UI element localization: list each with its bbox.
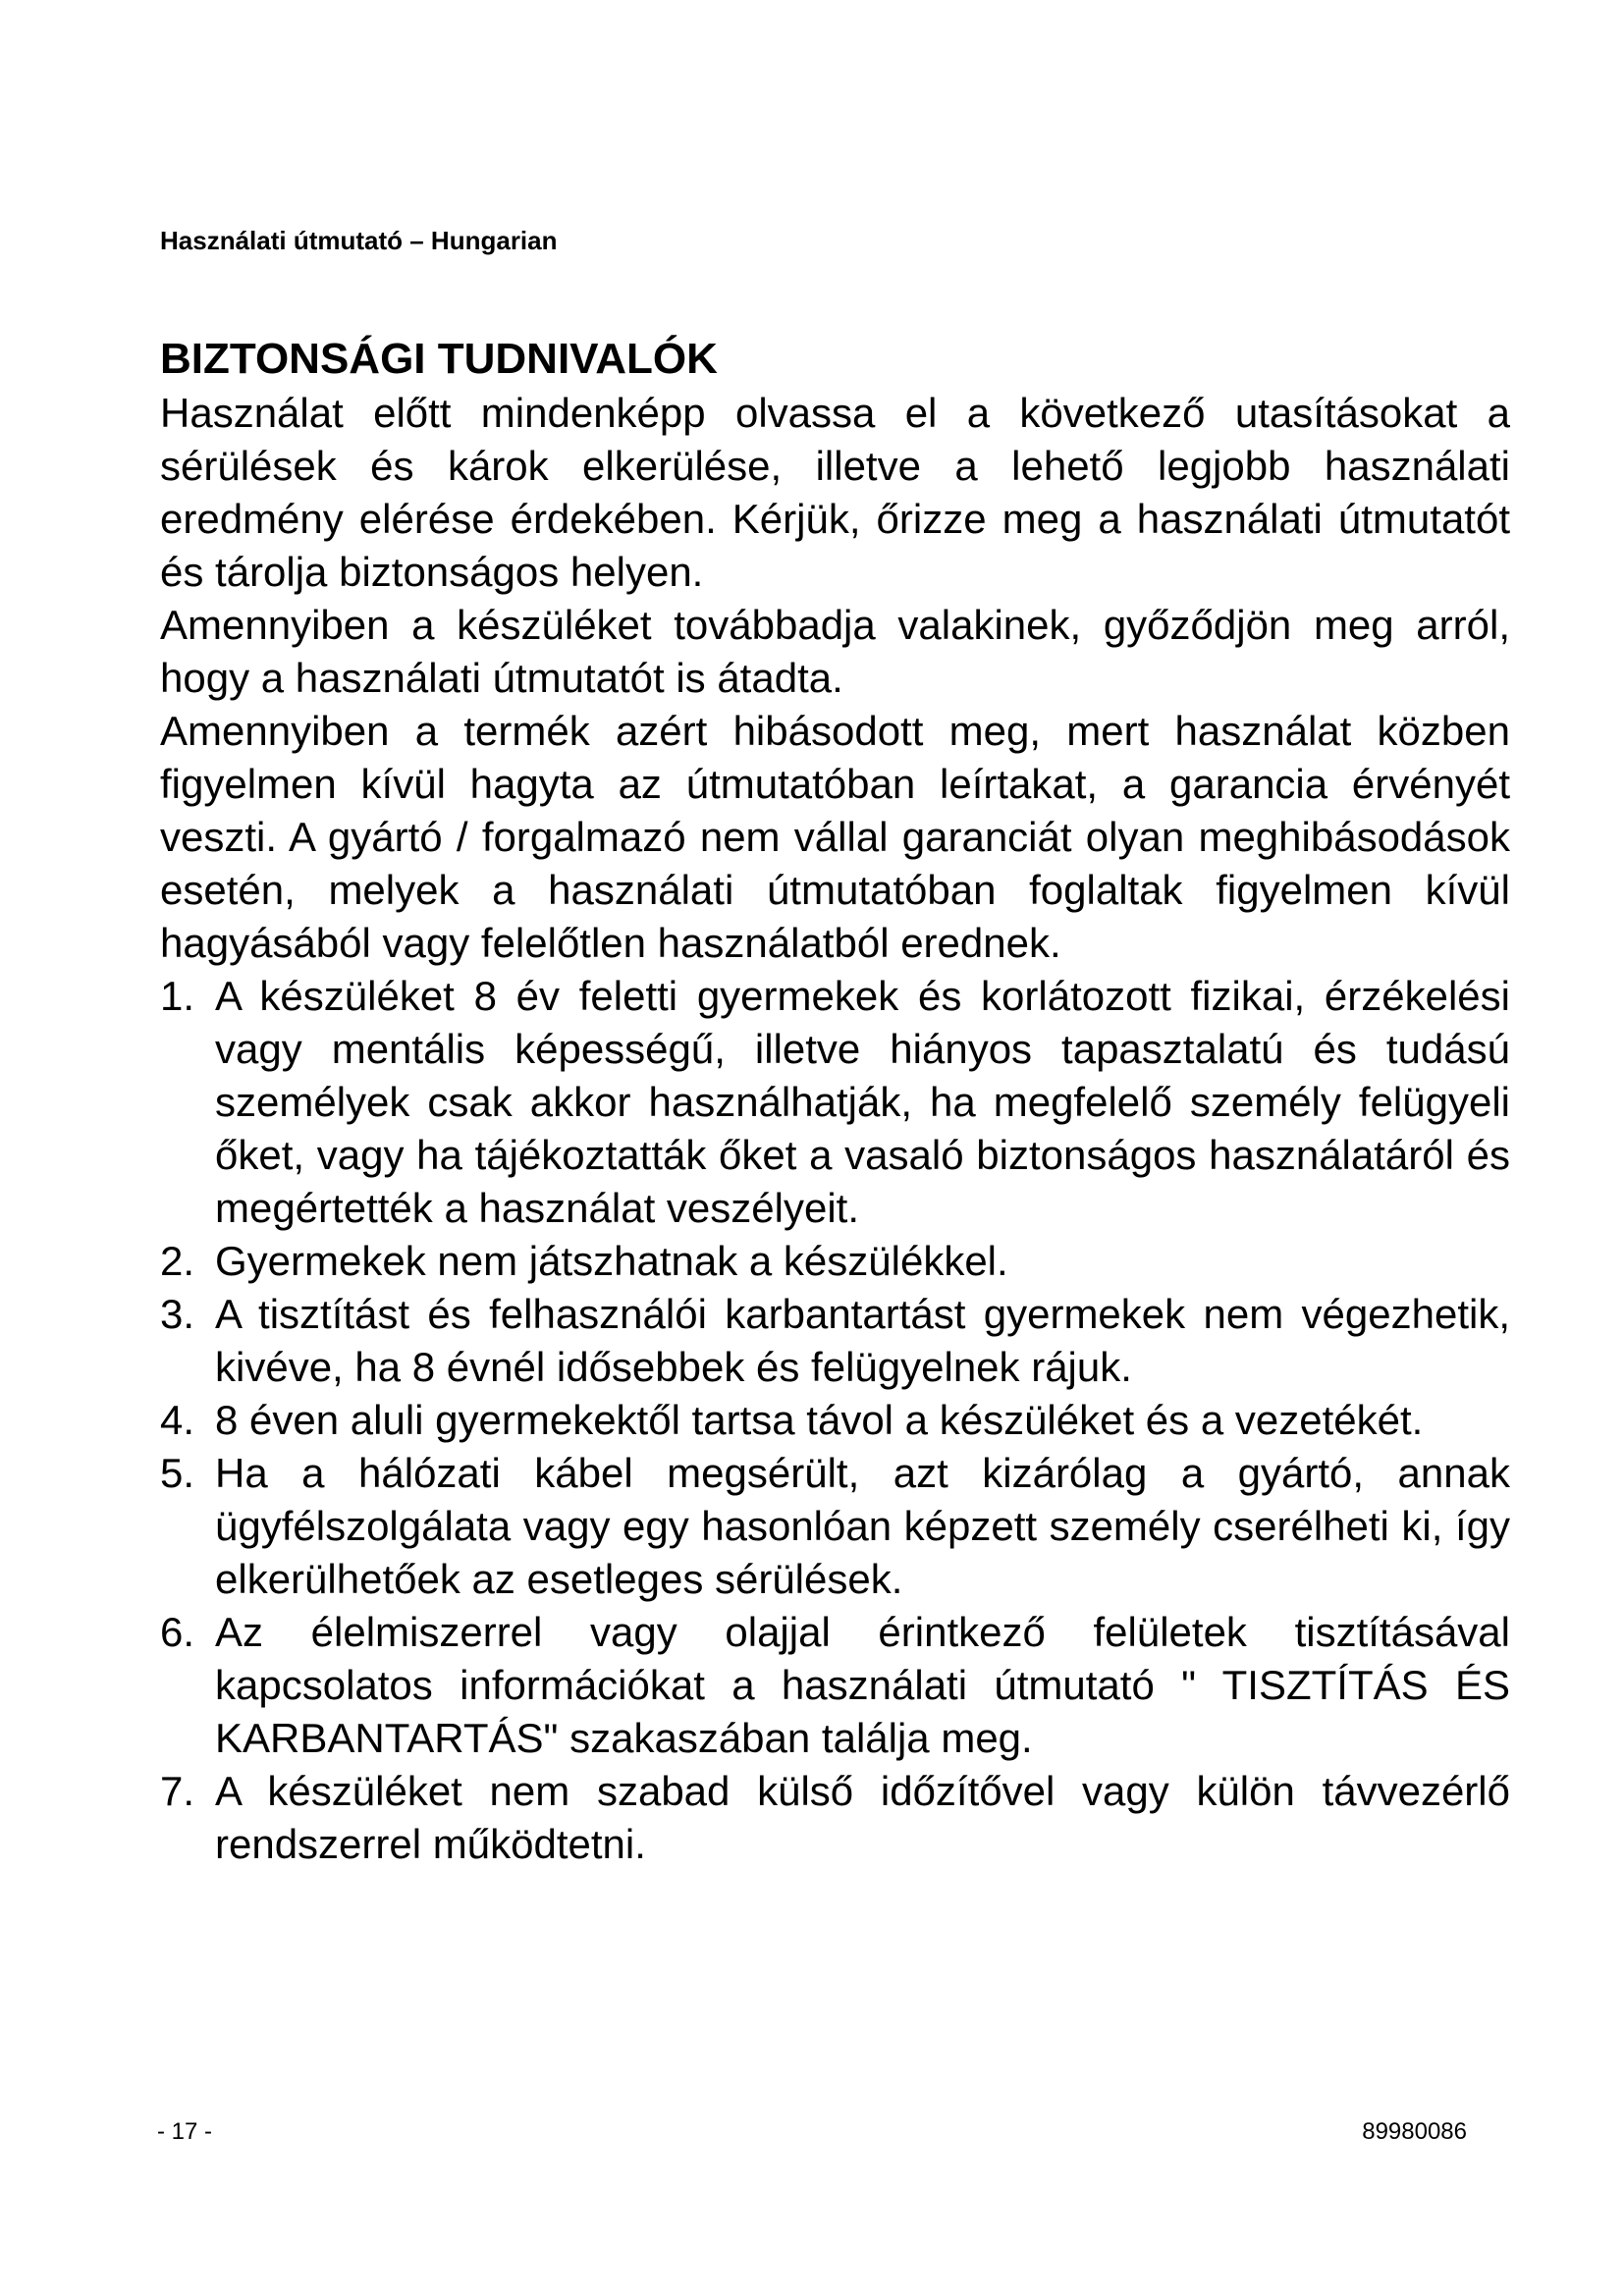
section-title: BIZTONSÁGI TUDNIVALÓK	[160, 335, 718, 383]
document-code: 89980086	[1362, 2118, 1467, 2145]
list-item	[160, 970, 1510, 1235]
list-item	[160, 1447, 1510, 1606]
list-item	[160, 1235, 1510, 1288]
list-item-text: Az élelmiszerrel vagy olajjal érintkező felületek tisztításával kapcsolatos információkat a használati útmutató " TISZTÍTÁS ÉS KARBANTARTÁS" szakaszában találja meg.	[215, 1609, 1510, 1761]
list-item	[160, 1606, 1510, 1765]
page-number: - 17 -	[157, 2118, 213, 2145]
list-item-number: 1.	[160, 973, 195, 1019]
list-item-number: 5.	[160, 1450, 195, 1496]
list-item-number: 6.	[160, 1609, 195, 1655]
list-item-number: 3.	[160, 1291, 195, 1337]
list-item-number: 7.	[160, 1768, 195, 1814]
safety-section	[160, 332, 1510, 1871]
list-item-number: 2.	[160, 1238, 195, 1284]
safety-list	[160, 970, 1510, 1871]
intro-paragraph: Használat előtt mindenképp olvassa el a következő utasításokat a sérülések és károk elkerülése, illetve a lehető legjobb használati eredmény elérése érdekében. Kérjük, őrizze meg a használati útmutatót és tárolja biztonságos helyen.	[160, 390, 1510, 595]
list-item-text: Ha a hálózati kábel megsérült, azt kizárólag a gyártó, annak ügyfélszolgálata vagy egy hasonlóan képzett személy cserélheti ki, így elkerülhetőek az esetleges sérülések.	[215, 1450, 1510, 1602]
list-item-number: 4.	[160, 1397, 195, 1443]
list-item-text: A készüléket 8 év feletti gyermekek és korlátozott fizikai, érzékelési vagy mentális képességű, illetve hiányos tapasztalatú és tudású személyek csak akkor használhatják, ha megfelelő személy felügyeli őket, vagy ha tájékoztatták őket a vasaló biztonságos használatáról és megértették a használat veszélyeit.	[215, 973, 1510, 1231]
list-item-text: A készüléket nem szabad külső időzítővel vagy külön távvezérlő rendszerrel működtetni.	[215, 1768, 1510, 1867]
handover-paragraph: Amennyiben a készüléket továbbadja valakinek, győződjön meg arról, hogy a használati útmutatót is átadta.	[160, 602, 1510, 701]
list-item-text: 8 éven aluli gyermekektől tartsa távol a készüléket és a vezetékét.	[215, 1397, 1424, 1443]
list-item	[160, 1765, 1510, 1871]
list-item	[160, 1394, 1510, 1447]
list-item-text: Gyermekek nem játszhatnak a készülékkel.	[215, 1238, 1008, 1284]
list-item	[160, 1288, 1510, 1394]
document-header: Használati útmutató – Hungarian	[160, 226, 558, 255]
warranty-paragraph: Amennyiben a termék azért hibásodott meg, mert használat közben figyelmen kívül hagyta az útmutatóban leírtakat, a garancia érvényét veszti. A gyártó / forgalmazó nem vállal garanciát olyan meghibásodások esetén, melyek a használati útmutatóban foglaltak figyelmen kívül hagyásából vagy felelőtlen használatból erednek.	[160, 708, 1510, 966]
list-item-text: A tisztítást és felhasználói karbantartást gyermekek nem végezhetik, kivéve, ha 8 évnél idősebbek és felügyelnek rájuk.	[215, 1291, 1510, 1390]
